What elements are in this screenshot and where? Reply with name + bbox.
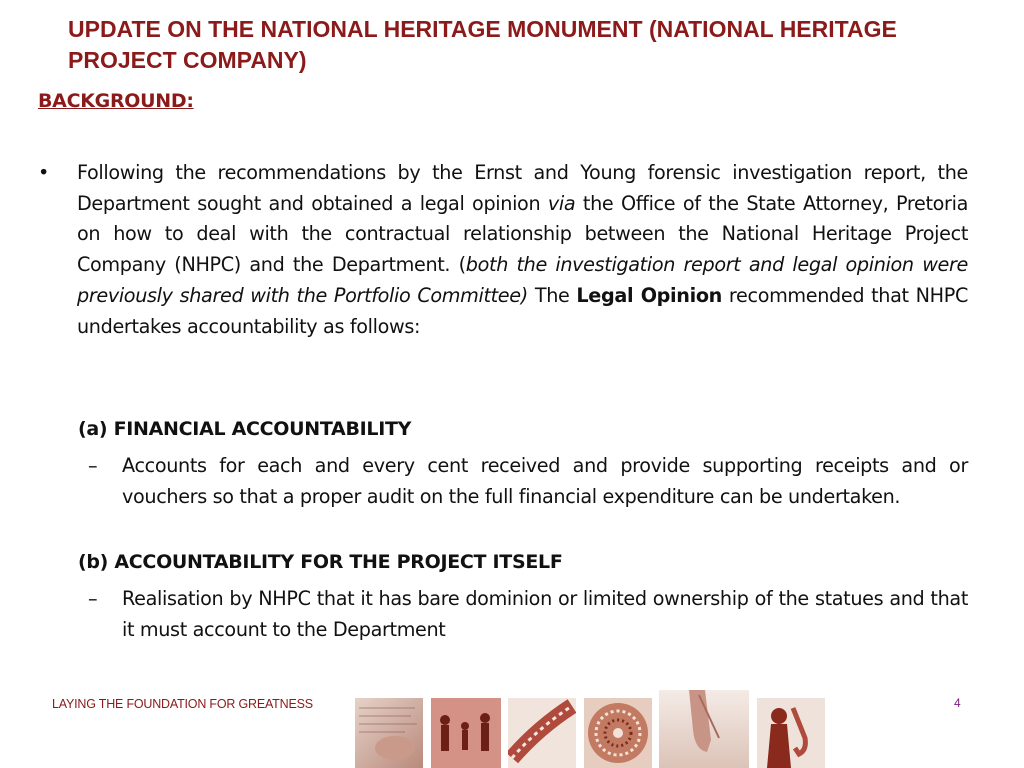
dash-item-financial — [88, 451, 968, 512]
bullet-icon: • — [38, 161, 49, 184]
bullet-text-part: The — [527, 283, 577, 307]
family-silhouette-image — [431, 698, 501, 768]
bullet-text-part: Following the recommendations by the Ernst and Young forensic investigation report, the Department sought and obtained a legal opinion — [77, 161, 968, 215]
slide-title: UPDATE ON THE NATIONAL HERITAGE MONUMENT (NATIONAL HERITAGE PROJECT COMPANY) — [68, 16, 897, 73]
dash-item-text: Realisation by NHPC that it has bare dominion or limited ownership of the statues and that it must account to the Department — [122, 587, 968, 641]
section-heading: BACKGROUND: — [38, 90, 194, 112]
bullet-text-via: via — [547, 191, 576, 215]
saxophonist-image — [757, 698, 825, 768]
page-number: 4 — [954, 696, 961, 710]
bullet-paragraph — [38, 158, 968, 342]
footer-tagline: LAYING THE FOUNDATION FOR GREATNESS — [52, 697, 313, 711]
film-reel-image — [508, 698, 576, 768]
sub-heading-project: (b) ACCOUNTABILITY FOR THE PROJECT ITSELF — [78, 551, 563, 573]
beadwork-image — [584, 698, 652, 768]
dash-icon: – — [88, 587, 98, 610]
bullet-text-italic-note: both the investigation report and legal opinion were previously shared with the Portfolio Committee) — [77, 253, 968, 307]
bullet-text-part: the Office of the State Attorney, Pretoria on how to deal with the contractual relationship between the National Heritage Project Company (NHPC) and the Department. ( — [77, 191, 968, 277]
main-bullet — [38, 158, 968, 342]
handwriting-image — [355, 698, 423, 768]
dash-item-text: Accounts for each and every cent received and provide supporting receipts and or vouchers so that a proper audit on the full financial expenditure can be undertaken. — [122, 454, 968, 508]
dash-icon: – — [88, 454, 98, 477]
bullet-text-bold: Legal Opinion — [576, 283, 722, 307]
dash-item-project — [88, 584, 968, 645]
ballet-shoes-image — [659, 690, 749, 768]
sub-heading-financial: (a) FINANCIAL ACCOUNTABILITY — [78, 418, 412, 440]
bullet-text-part: recommended that NHPC undertakes accountability as follows: — [77, 283, 968, 338]
